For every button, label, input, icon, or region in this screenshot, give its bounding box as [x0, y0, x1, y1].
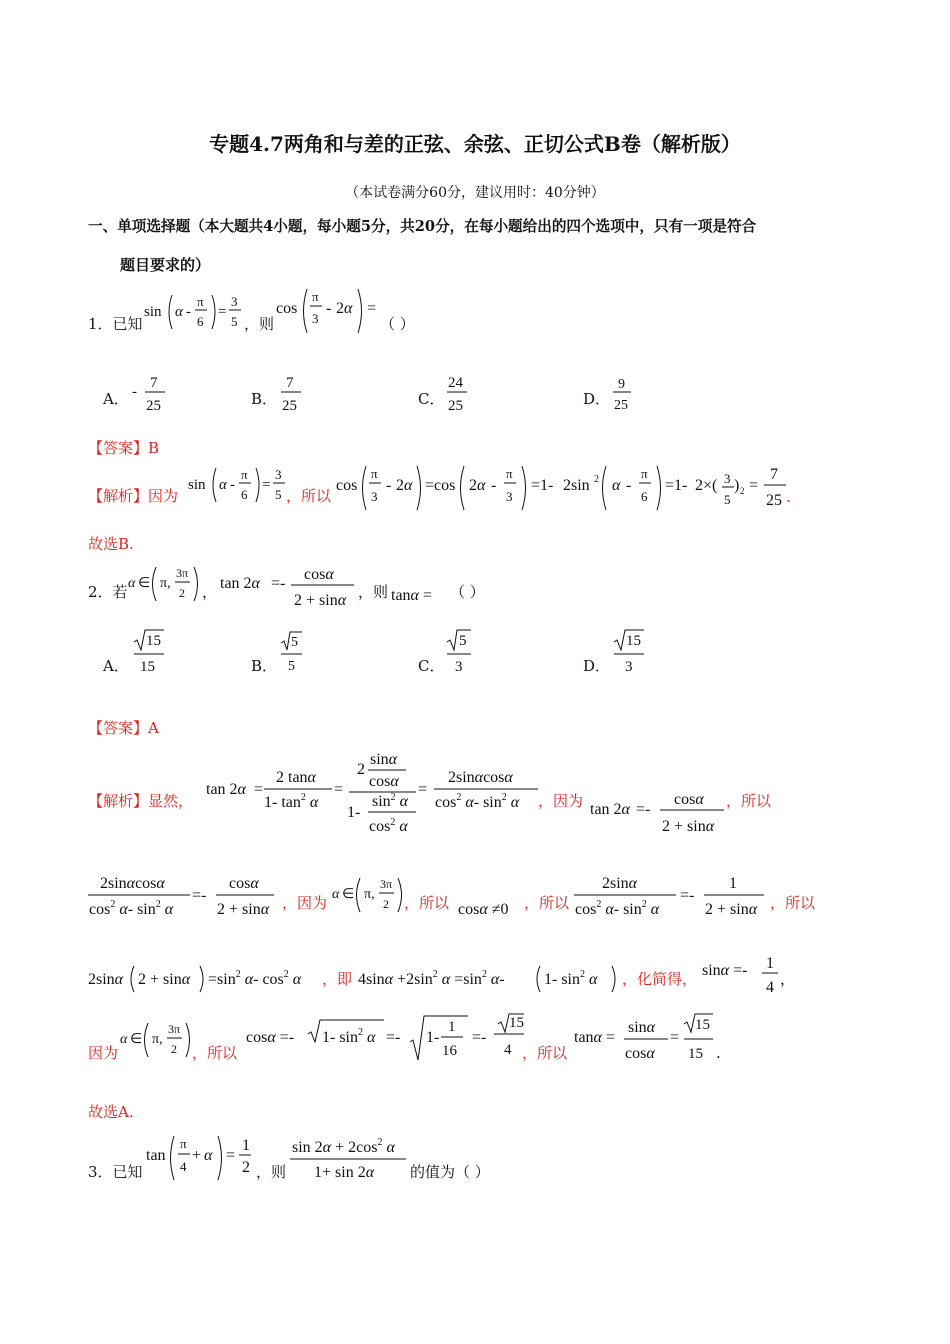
q1-given-formula	[142, 289, 250, 335]
svg-text:3π: 3π	[168, 1022, 181, 1036]
svg-text:2sinα: 2sinα	[88, 971, 124, 988]
svg-text:α: α	[128, 576, 136, 591]
svg-text:1- tan2 α: 1- $\tan^2 \alpha$	[264, 792, 319, 811]
svg-text:25: 25	[614, 398, 628, 413]
svg-text:=-: =-	[472, 1029, 487, 1046]
q2-option-b-value	[278, 630, 308, 674]
svg-text:5: 5	[231, 314, 238, 329]
q1-option-b-label[interactable]: B．	[251, 390, 278, 408]
q2-given-formula	[218, 561, 358, 609]
svg-text:tan 2α: tan 2α	[206, 781, 246, 798]
svg-text:∈: ∈	[130, 1032, 143, 1047]
svg-text:2sinαcosα: 2sinαcosα	[100, 875, 165, 892]
svg-text:4: 4	[766, 979, 774, 996]
svg-text:π,: π,	[160, 576, 171, 591]
svg-text:15: 15	[626, 633, 641, 649]
q2-comma: ，	[202, 583, 218, 601]
svg-text:3: 3	[231, 294, 238, 309]
q2-a1-so: ，所以	[726, 792, 772, 810]
svg-text:cosα ≠0: cosα ≠0	[458, 901, 509, 918]
q2-a1-given	[588, 779, 728, 835]
svg-text:2 + sinα: 2 + sinα	[138, 971, 191, 988]
svg-text:2sin: 2sin	[563, 477, 590, 494]
svg-text:2 + sinα: 2 + sinα	[662, 818, 715, 835]
q2-a1-prefix: 【解析】显然，	[88, 792, 194, 810]
q2-a2-so: ，所以	[404, 894, 450, 912]
q1-option-c-value	[444, 370, 474, 416]
q2-a3-simplify: ，化简得，	[622, 970, 698, 988]
svg-text:=-: =-	[192, 887, 207, 904]
svg-text:π: π	[371, 466, 378, 481]
svg-text:sinα =-: sinα =-	[702, 962, 748, 979]
svg-text:α: α	[332, 887, 340, 902]
svg-text:4: 4	[180, 1159, 187, 1174]
svg-text:15: 15	[695, 1017, 710, 1033]
svg-text:2 + sinα: 2 + sinα	[217, 901, 270, 918]
q2-a2-expression	[86, 868, 276, 924]
svg-text:sin: sin	[144, 304, 162, 320]
svg-text:2: 2	[357, 761, 365, 778]
svg-text:3: 3	[455, 659, 463, 675]
svg-text:3π: 3π	[380, 877, 393, 891]
svg-text:tanα =: tanα =	[574, 1029, 615, 1046]
svg-text:sinα: sinα	[370, 751, 398, 768]
svg-text:3π: 3π	[176, 566, 189, 580]
svg-text:24: 24	[448, 375, 463, 391]
svg-text:=-: =-	[680, 887, 695, 904]
svg-text:=: =	[670, 1029, 680, 1046]
q2-option-a-label[interactable]: A．	[103, 657, 129, 675]
svg-text:cos2 α- sin2 α: $\cos^2 \alpha-$ $\sin^2 \alpha$	[89, 899, 174, 918]
q2-a3-result	[700, 950, 784, 996]
svg-text:3: 3	[275, 467, 282, 482]
q2-choose: 故选A.	[88, 1103, 134, 1121]
svg-text:cosα: cosα	[369, 773, 399, 790]
q2-option-b-label[interactable]: B．	[251, 657, 278, 675]
svg-text:1- sin2 α: 1- $\sin^2 \alpha$	[544, 969, 598, 988]
q1-blank: （ ）	[380, 315, 415, 333]
svg-text:1-: 1-	[347, 804, 361, 821]
svg-text:1- sin2 α: 1- $\sin^2 \alpha$	[322, 1027, 376, 1046]
svg-text:=: =	[226, 1147, 236, 1164]
svg-text:2×(: 2×(	[695, 477, 718, 494]
svg-text:=: =	[254, 781, 264, 798]
svg-text:-: -	[491, 477, 497, 494]
q2-option-d-label[interactable]: D．	[583, 657, 611, 675]
q2-option-d-value	[610, 628, 650, 676]
q2-a3-expression	[86, 962, 326, 994]
svg-text:α: α	[612, 477, 621, 494]
svg-text:2: 2	[383, 897, 389, 911]
q1-option-a-value	[130, 370, 170, 416]
svg-text:=1-: =1-	[665, 477, 688, 494]
svg-text:=: =	[418, 781, 428, 798]
q1-option-d-label[interactable]: D．	[583, 390, 611, 408]
q2-a4-so: ，所以	[192, 1044, 238, 1062]
svg-text:7: 7	[770, 466, 778, 483]
q2-a4-expression2	[572, 1012, 722, 1068]
svg-text:25: 25	[766, 492, 782, 509]
q2-option-a-value	[130, 628, 170, 676]
svg-text:cos: cos	[276, 300, 298, 317]
q2-a2-because: ，因为	[282, 894, 328, 912]
q2-a4-because: 因为	[88, 1044, 119, 1062]
svg-text:α: α	[175, 304, 183, 320]
q1-answer: 【答案】B	[88, 439, 160, 457]
svg-text:1: 1	[242, 1137, 250, 1154]
q2-a4-expression-tail	[486, 1012, 526, 1068]
q3-ask-formula	[288, 1132, 412, 1182]
svg-text:π: π	[241, 467, 248, 482]
svg-text:6: 6	[241, 487, 248, 502]
q2-a4-expression	[244, 1012, 524, 1068]
svg-text:15: 15	[688, 1046, 703, 1062]
svg-text:3: 3	[371, 489, 378, 504]
svg-text:2: 2	[171, 1042, 177, 1056]
q1-stem-label: 1．已知	[88, 315, 143, 333]
q2-a1-because: ，因为	[538, 792, 584, 810]
svg-text:π,: π,	[152, 1032, 163, 1047]
svg-text:π: π	[506, 466, 513, 481]
svg-text:2: 2	[242, 1159, 250, 1176]
svg-text:tanα =: tanα =	[391, 587, 432, 604]
svg-text:cosα: cosα	[229, 875, 259, 892]
q2-answer: 【答案】A	[88, 719, 159, 737]
svg-text:=: =	[262, 477, 271, 493]
svg-text:3: 3	[506, 489, 513, 504]
svg-text:=: =	[367, 300, 377, 317]
q2-option-c-label[interactable]: C．	[418, 657, 445, 675]
q1-choose: 故选B.	[88, 535, 134, 553]
svg-text:2α: 2α	[396, 477, 413, 494]
svg-text:cos2 α- sin2 α: $\cos^2 \alpha-$ $\sin^2 \alpha$	[435, 792, 520, 811]
q2-blank: （ ）	[450, 583, 485, 601]
q2-a2-so3: ，所以	[770, 894, 816, 912]
q1-connector: ，则	[244, 315, 275, 333]
svg-text:2 + sinα: 2 + sinα	[294, 592, 347, 609]
q1-option-b-value	[278, 370, 308, 416]
q1-option-d-value	[610, 372, 640, 416]
svg-text:): )	[734, 477, 740, 494]
svg-text:sin: sin	[188, 477, 206, 493]
svg-text:α: α	[219, 477, 227, 493]
svg-text:2: 2	[740, 486, 745, 496]
svg-text:=: =	[334, 781, 344, 798]
q1-option-a-label[interactable]: A．	[103, 390, 129, 408]
svg-text:2 + sinα: 2 + sinα	[705, 901, 758, 918]
svg-text:π,: π,	[364, 887, 375, 902]
q1-analysis-given	[186, 462, 294, 508]
q3-connector: ，则	[256, 1163, 287, 1181]
q2-a3-end: ，	[780, 970, 796, 988]
svg-text:cosα: cosα	[625, 1045, 655, 1062]
svg-text:1+ sin 2α: 1+ sin 2α	[314, 1164, 375, 1181]
svg-text:2sinα: 2sinα	[602, 875, 638, 892]
q1-analysis-so: ，所以	[286, 487, 332, 505]
section-heading-line2: 题目要求的）	[120, 256, 211, 274]
q2-ask-formula	[389, 582, 451, 606]
svg-text:=1-: =1-	[531, 477, 554, 494]
svg-text:3: 3	[312, 311, 319, 326]
svg-text:25: 25	[282, 398, 297, 414]
svg-text:=-: =-	[636, 801, 651, 818]
page-title: 专题4.7两角和与差的正弦、余弦、正切公式B卷（解析版）	[209, 132, 741, 156]
svg-text:25: 25	[146, 398, 161, 414]
svg-text:+: +	[192, 1147, 202, 1164]
svg-text:π: π	[312, 289, 319, 304]
svg-text:sinα: sinα	[628, 1019, 656, 1036]
q2-option-c-value	[444, 628, 476, 676]
svg-text:-: -	[326, 300, 332, 317]
svg-text:∈: ∈	[138, 576, 151, 591]
svg-text:-: -	[132, 384, 137, 400]
q1-analysis-end: .	[786, 488, 791, 506]
svg-text:=: =	[218, 304, 227, 320]
q2-domain	[126, 563, 202, 605]
svg-text:π: π	[641, 466, 648, 481]
svg-text:6: 6	[641, 489, 648, 504]
svg-text:π: π	[180, 1136, 187, 1151]
svg-text:1: 1	[766, 955, 774, 972]
svg-text:-: -	[386, 477, 392, 494]
q2-a2-expression2	[572, 868, 772, 924]
svg-text:-: -	[186, 304, 191, 320]
svg-text:1-: 1-	[426, 1029, 440, 1046]
svg-text:sin 2α + 2cos2 α: $\sin 2\alpha + 2\cos^2$ α	[292, 1137, 395, 1156]
svg-text:=-: =-	[386, 1029, 401, 1046]
q2-a2-domain	[330, 874, 406, 916]
q2-a2-cos	[456, 896, 526, 920]
svg-text:=-: =-	[271, 575, 286, 592]
q2-a4-domain	[118, 1019, 194, 1061]
svg-text:7: 7	[150, 375, 158, 391]
q1-analysis-prefix: 【解析】因为	[88, 487, 179, 505]
svg-text:5: 5	[275, 487, 282, 502]
svg-text:2 tanα: 2 tanα	[276, 769, 316, 786]
svg-text:7: 7	[286, 375, 294, 391]
svg-text:∈: ∈	[342, 887, 355, 902]
q1-ask-formula	[274, 285, 386, 337]
svg-text:2: 2	[594, 474, 599, 485]
svg-text:=: =	[749, 477, 759, 494]
q3-tail: 的值为（ ）	[410, 1163, 490, 1181]
q1-option-c-label[interactable]: C．	[418, 390, 445, 408]
svg-text:1: 1	[448, 1019, 456, 1035]
svg-text:cosα: cosα	[674, 791, 704, 808]
page-subtitle: （本试卷满分60分，建议用时：40分钟）	[345, 185, 605, 201]
svg-text:cosα =-: cosα =-	[246, 1029, 295, 1046]
svg-text:tan 2α: tan 2α	[220, 575, 260, 592]
svg-text:16: 16	[442, 1043, 457, 1059]
svg-text:α: α	[204, 1147, 213, 1164]
section-heading-line1: 一、单项选择题（本大题共4小题，每小题5分，共20分，在每小题给出的四个选项中，只有一项是符合	[88, 218, 757, 235]
svg-text:π: π	[197, 294, 204, 309]
svg-text:4sinα +2sin2 α =sin2 α-: $4\sin\alpha +2\sin^2$ $\alpha =\sin^2$ α-	[358, 969, 505, 988]
svg-text:tan 2α: tan 2α	[590, 801, 630, 818]
svg-text:5: 5	[288, 659, 295, 674]
q2-a1-expression	[204, 748, 544, 838]
svg-text:1: 1	[729, 875, 737, 892]
svg-text:3: 3	[724, 471, 731, 486]
svg-text:5: 5	[724, 492, 731, 507]
svg-text:5: 5	[291, 635, 298, 650]
svg-text:2α: 2α	[469, 477, 486, 494]
q2-a3-expression2	[356, 962, 626, 994]
svg-text:cos: cos	[336, 477, 358, 494]
svg-text:tan: tan	[146, 1147, 166, 1164]
q2-a3-ie: ，即	[322, 970, 353, 988]
q2-a2-so2: ，所以	[524, 894, 570, 912]
svg-text:-: -	[230, 477, 235, 493]
svg-text:cosα: cosα	[304, 566, 334, 583]
q2-stem-label: 2．若	[88, 583, 128, 601]
svg-text:15: 15	[140, 659, 155, 675]
q2-a4-so2: ，所以	[522, 1044, 568, 1062]
svg-text:cos2 α- sin2 α: $\cos^2 \alpha-$ $\sin^2 \alpha$	[575, 899, 660, 918]
q1-analysis-expression	[334, 460, 794, 514]
q3-given-formula	[144, 1132, 260, 1182]
svg-text:6: 6	[197, 314, 204, 329]
svg-text:2α: 2α	[336, 300, 353, 317]
svg-text:α: α	[120, 1032, 128, 1047]
svg-text:=sin2 α- cos2 α: $=\sin^2$ α- $\cos^2 \alpha$	[208, 969, 302, 988]
svg-text:15: 15	[509, 1015, 524, 1031]
svg-text:3: 3	[625, 659, 633, 675]
svg-text:15: 15	[146, 633, 161, 649]
svg-text:5: 5	[459, 633, 467, 649]
q2-a4-end: .	[716, 1044, 721, 1062]
svg-text:-: -	[626, 477, 632, 494]
svg-text:2sinαcosα: 2sinαcosα	[448, 769, 513, 786]
svg-text:9: 9	[618, 377, 625, 392]
svg-text:25: 25	[448, 398, 463, 414]
q2-connector: ，则	[358, 583, 389, 601]
svg-text:cos2 α: $\cos^2 \alpha$	[369, 817, 408, 835]
svg-text:2: 2	[179, 586, 185, 600]
svg-text:=cos: =cos	[425, 477, 456, 494]
q3-stem-label: 3．已知	[88, 1163, 143, 1181]
svg-text:sin2 α: $\sin^2 \alpha$	[372, 792, 409, 810]
svg-text:4: 4	[504, 1042, 512, 1058]
